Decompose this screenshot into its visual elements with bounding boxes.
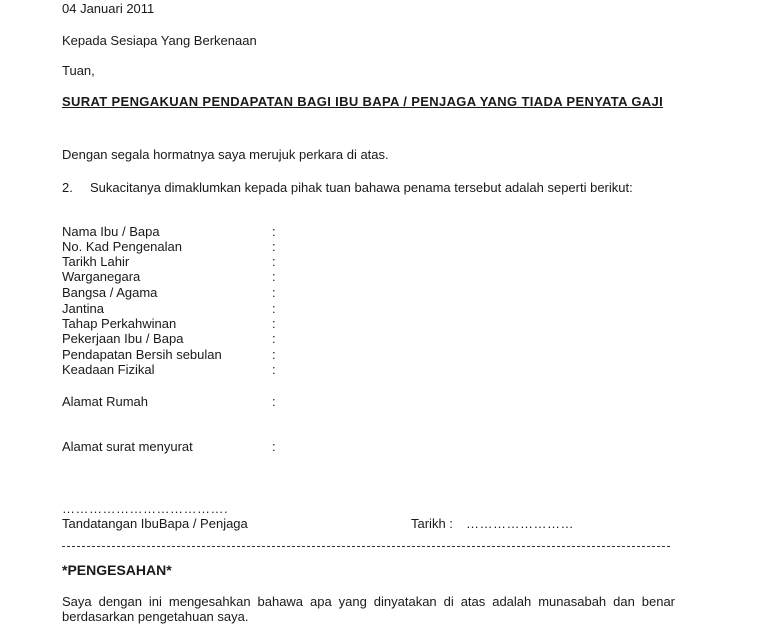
signature-line: ……………………………….	[62, 501, 229, 516]
field-colon: :	[272, 269, 276, 284]
letter-date: 04 Januari 2011	[62, 1, 155, 16]
field-label-bangsa: Bangsa / Agama	[62, 285, 158, 300]
field-colon: :	[272, 301, 276, 316]
field-colon: :	[272, 331, 276, 346]
endorsement-text: Saya dengan ini mengesahkan bahawa apa yang dinyatakan di atas adalah munasabah dan benar berdasarkan pengetahuan saya.	[62, 594, 675, 624]
field-colon: :	[272, 439, 276, 454]
field-label-alamat-surat: Alamat surat menyurat	[62, 439, 193, 454]
section-separator	[62, 546, 670, 547]
letter-title: SURAT PENGAKUAN PENDAPATAN BAGI IBU BAPA / PENJAGA YANG TIADA PENYATA GAJI	[62, 94, 664, 109]
field-label-tarikh-lahir: Tarikh Lahir	[62, 254, 130, 269]
field-colon: :	[272, 394, 276, 409]
endorsement-heading: *PENGESAHAN*	[62, 562, 172, 578]
field-colon: :	[272, 285, 276, 300]
field-label-pendapatan: Pendapatan Bersih sebulan	[62, 347, 222, 362]
field-colon: :	[272, 239, 276, 254]
paragraph-2-text: Sukacitanya dimaklumkan kepada pihak tuan bahawa penama tersebut adalah seperti berikut:	[90, 180, 633, 195]
signature-label: Tandatangan IbuBapa / Penjaga	[62, 516, 248, 531]
recipient-line: Kepada Sesiapa Yang Berkenaan	[62, 33, 257, 48]
field-colon: :	[272, 362, 276, 377]
field-label-ic: No. Kad Pengenalan	[62, 239, 182, 254]
date-field-line: ……………………	[466, 516, 574, 531]
opening-paragraph: Dengan segala hormatnya saya merujuk perkara di atas.	[62, 147, 389, 162]
date-field-label: Tarikh :	[411, 516, 453, 531]
field-colon: :	[272, 254, 276, 269]
field-label-jantina: Jantina	[62, 301, 104, 316]
field-label-pekerjaan: Pekerjaan Ibu / Bapa	[62, 331, 184, 346]
field-colon: :	[272, 224, 276, 239]
field-colon: :	[272, 316, 276, 331]
field-label-fizikal: Keadaan Fizikal	[62, 362, 155, 377]
field-colon: :	[272, 347, 276, 362]
field-label-nama: Nama Ibu / Bapa	[62, 224, 160, 239]
paragraph-number: 2.	[62, 180, 73, 195]
field-label-warganegara: Warganegara	[62, 269, 141, 284]
field-label-perkahwinan: Tahap Perkahwinan	[62, 316, 177, 331]
field-label-alamat-rumah: Alamat Rumah	[62, 394, 148, 409]
salutation: Tuan,	[62, 63, 95, 78]
